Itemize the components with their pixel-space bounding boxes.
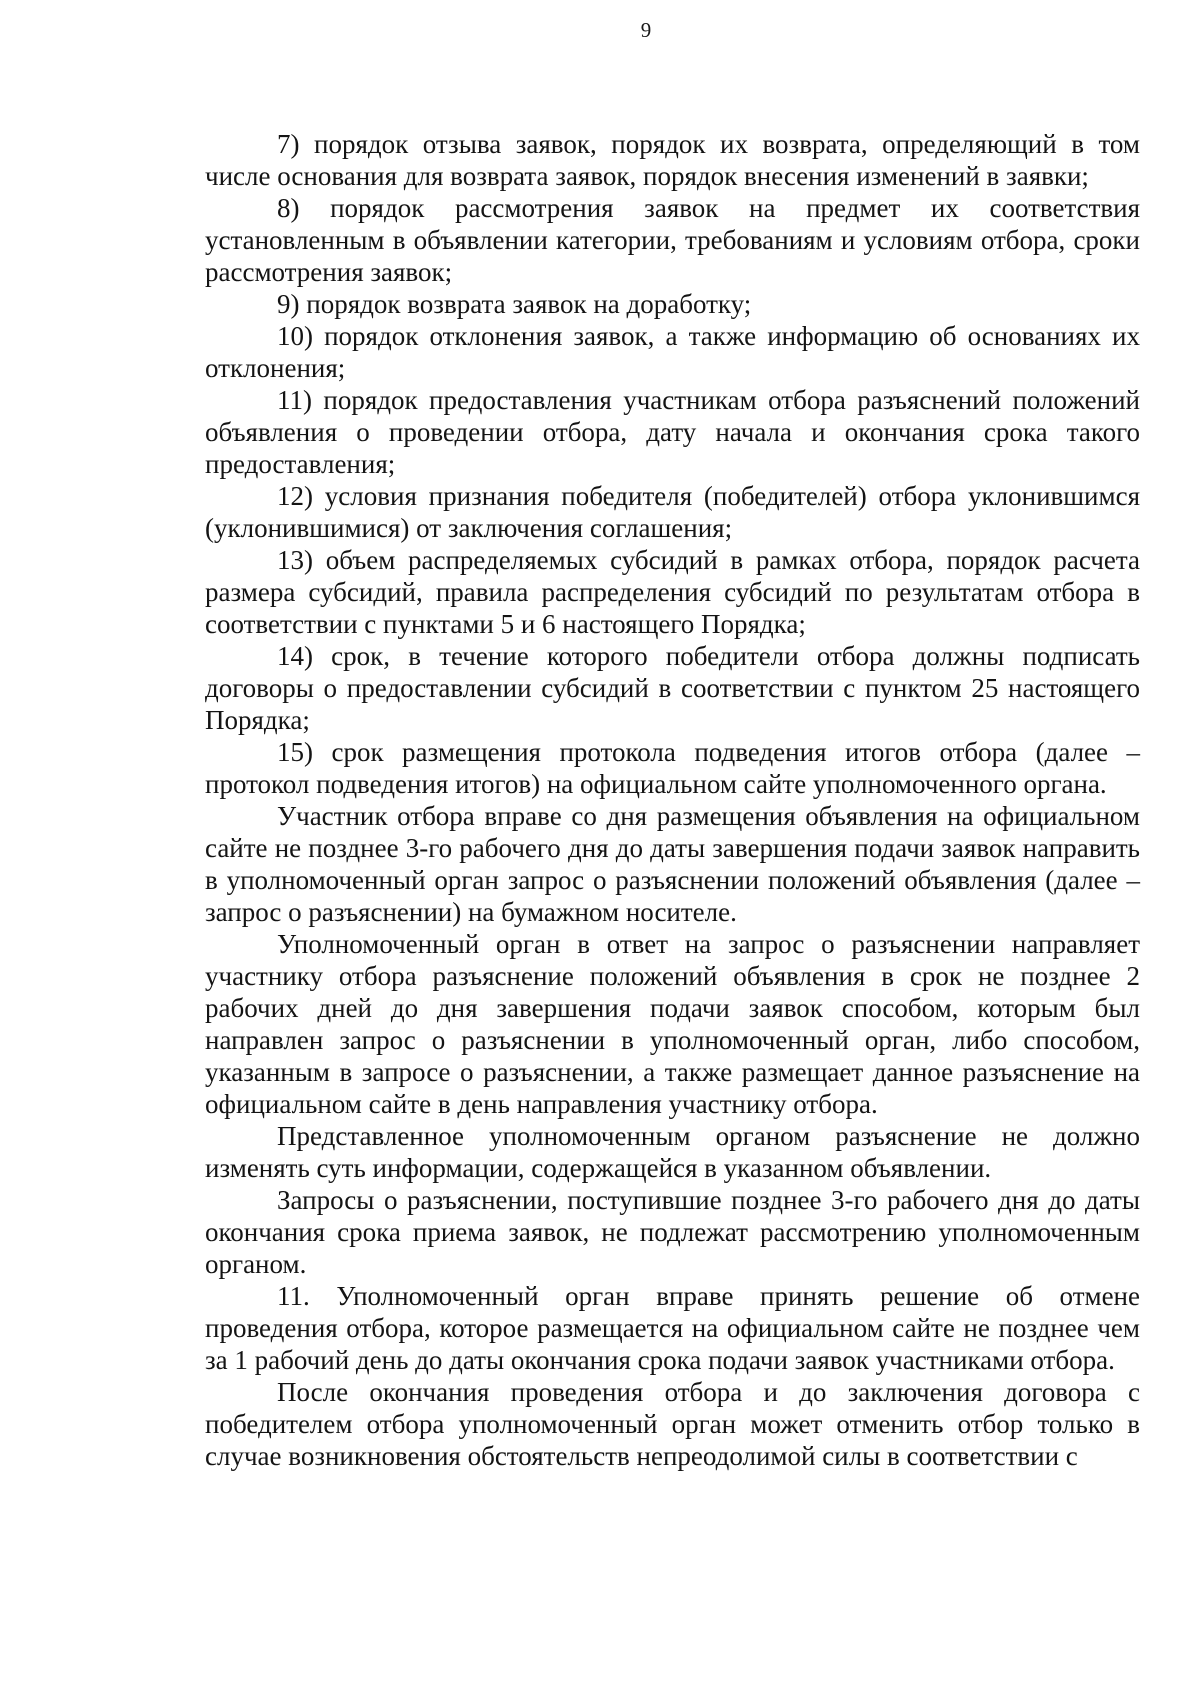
- paragraph-clarification-content: Представленное уполномоченным органом разъяснение не должно изменять суть информации, содержащейся в указанном объявлении.: [205, 1121, 1140, 1183]
- paragraph-section-11: 11. Уполномоченный орган вправе принять решение об отмене проведения отбора, которое размещается на официальном сайте не позднее чем за 1 рабочий день до даты окончания срока подачи заявок участниками отбора.: [205, 1281, 1140, 1375]
- paragraph-cancellation-force-majeure: После окончания проведения отбора и до заключения договора с победителем отбора уполномоченный орган может отменить отбор только в случае возникновения обстоятельств непреодолимой силы в соответствии с: [205, 1377, 1140, 1471]
- paragraph-item-8: 8) порядок рассмотрения заявок на предмет их соответствия установленным в объявлении категории, требованиям и условиям отбора, сроки рассмотрения заявок;: [205, 193, 1140, 287]
- paragraph-late-requests: Запросы о разъяснении, поступившие позднее 3-го рабочего дня до даты окончания срока приема заявок, не подлежат рассмотрению уполномоченным органом.: [205, 1185, 1140, 1279]
- paragraph-item-14: 14) срок, в течение которого победители отбора должны подписать договоры о предоставлении субсидий в соответствии с пунктом 25 настоящего Порядка;: [205, 641, 1140, 735]
- paragraph-authority-response: Уполномоченный орган в ответ на запрос о разъяснении направляет участнику отбора разъяснение положений объявления в срок не позднее 2 рабочих дней до дня завершения подачи заявок способом, которым был направлен запрос о разъяснении в уполномоченный орган, либо способом, указанным в запросе о разъяснении, а также размещает данное разъяснение на официальном сайте в день направления участнику отбора.: [205, 929, 1140, 1119]
- page-number: 9: [640, 18, 652, 42]
- paragraph-item-9: 9) порядок возврата заявок на доработку;: [277, 289, 752, 319]
- paragraph-item-12: 12) условия признания победителя (победителей) отбора уклонившимся (уклонившимися) от заключения соглашения;: [205, 481, 1140, 543]
- paragraph-item-7: 7) порядок отзыва заявок, порядок их возврата, определяющий в том числе основания для возврата заявок, порядок внесения изменений в заявки;: [205, 129, 1140, 191]
- document-body: [205, 128, 1140, 1472]
- paragraph-participant-request: Участник отбора вправе со дня размещения объявления на официальном сайте не позднее 3-го рабочего дня до даты завершения подачи заявок направить в уполномоченный орган запрос о разъяснении положений объявления (далее – запрос о разъяснении) на бумажном носителе.: [205, 801, 1140, 927]
- paragraph-item-10: 10) порядок отклонения заявок, а также информацию об основаниях их отклонения;: [205, 321, 1140, 383]
- paragraph-item-11: 11) порядок предоставления участникам отбора разъяснений положений объявления о проведении отбора, дату начала и окончания срока такого предоставления;: [205, 385, 1140, 479]
- paragraph-item-15: 15) срок размещения протокола подведения итогов отбора (далее – протокол подведения итогов) на официальном сайте уполномоченного органа.: [205, 737, 1140, 799]
- paragraph-item-13: 13) объем распределяемых субсидий в рамках отбора, порядок расчета размера субсидий, правила распределения субсидий по результатам отбора в соответствии с пунктами 5 и 6 настоящего Порядка;: [205, 545, 1140, 639]
